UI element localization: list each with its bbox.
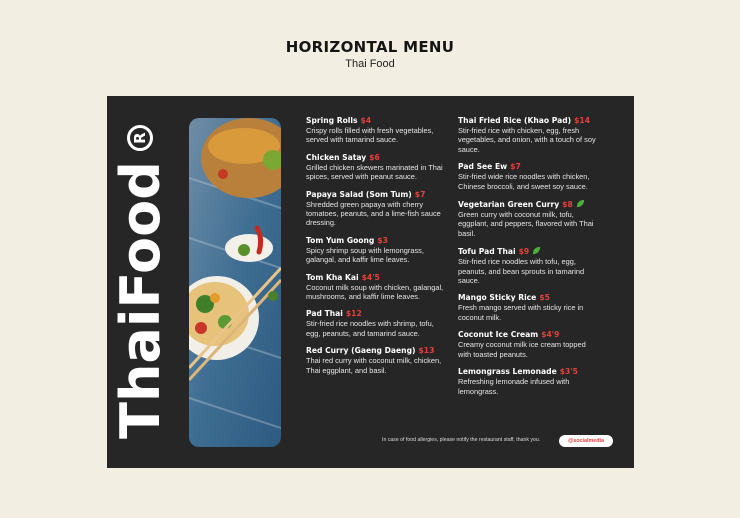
allergy-note: In case of food allergies, please notify the restaurant staff, thank you. xyxy=(382,437,541,443)
food-photo-illustration xyxy=(189,118,281,447)
menu-item xyxy=(458,199,598,238)
dish-price: $3 xyxy=(377,235,388,245)
dish-name: Thai Fried Rice (Khao Pad) xyxy=(458,116,572,125)
dish-description: Grilled chicken skewers marinated in Thai spices, served with peanut sauce. xyxy=(306,162,443,182)
dish-price: $3'5 xyxy=(559,367,578,377)
dish-description: Refreshing lemonade infused with lemongrass. xyxy=(458,377,570,396)
dish-name: Pad Thai xyxy=(306,309,343,319)
dish-description: Coconut milk soup with chicken, galangal, mushrooms, and kaffir lime leaves. xyxy=(306,282,444,302)
dish-price: $7 xyxy=(510,162,521,172)
dish-description: Thai red curry with coconut milk, chicken, Thai eggplant, and basil. xyxy=(306,356,442,375)
dish-name: Red Curry (Gaeng Daeng) xyxy=(306,346,416,356)
dish-description: Stir-fried rice noodles with shrimp, tofu, egg, peanuts, and tamarind sauce. xyxy=(306,319,434,338)
dish-price: $14 xyxy=(574,116,590,125)
dish-price: $7 xyxy=(414,189,426,199)
menu-item xyxy=(458,162,598,191)
dish-price: $6 xyxy=(369,152,380,162)
menu-item xyxy=(458,367,598,396)
dish-price: $8 xyxy=(562,200,573,210)
dish-price: $5 xyxy=(539,293,550,303)
dish-price: $4'5 xyxy=(361,272,380,282)
dish-name: Pad See Ew xyxy=(458,162,508,172)
brand-vertical xyxy=(107,112,177,452)
dish-name: Mango Sticky Rice xyxy=(458,293,537,303)
dish-description: Stir-fried rice noodles with tofu, egg, peanuts, and bean sprouts in tamarind sauce. xyxy=(458,257,585,286)
dish-description: Stir-fried rice with chicken, egg, fresh vegetables, and onion, with a touch of soy sauce. xyxy=(458,126,596,154)
page-subtitle: Thai Food xyxy=(345,58,395,70)
registered-mark-icon: R xyxy=(127,125,153,151)
dish-description: Creamy coconut milk ice cream topped with toasted peanuts. xyxy=(458,340,586,359)
menu-column-right xyxy=(458,116,598,404)
dish-name: Tofu Pad Thai xyxy=(458,247,516,257)
dish-price: $12 xyxy=(345,309,362,319)
dish-name: Papaya Salad (Som Tum) xyxy=(306,189,412,199)
menu-item xyxy=(458,246,598,285)
dish-description: Stir-fried wide rice noodles with chicken, Chinese broccoli, and sweet soy sauce. xyxy=(458,172,590,191)
dish-price: $4 xyxy=(360,116,372,125)
dish-price: $4'9 xyxy=(541,330,560,340)
menu-item xyxy=(306,346,446,375)
dish-name: Tom Kha Kai xyxy=(306,272,359,282)
dish-name: Lemongrass Lemonade xyxy=(458,367,557,377)
food-photo xyxy=(189,118,281,447)
menu-column-left xyxy=(306,116,446,383)
menu-item xyxy=(458,116,598,154)
menu-item xyxy=(306,190,446,228)
menu-item xyxy=(306,116,446,145)
dish-description: Green curry with coconut milk, tofu, eggplant, and peppers, flavored with Thai basil. xyxy=(458,210,594,238)
chili-dot xyxy=(218,169,228,179)
dish-price: $9 xyxy=(518,247,530,257)
brand-name: ThaiFood xyxy=(108,161,172,439)
dish-name: Spring Rolls xyxy=(306,116,358,125)
vegan-leaf-icon xyxy=(576,199,585,208)
menu-item xyxy=(306,309,446,338)
dish-name: Vegetarian Green Curry xyxy=(458,200,560,210)
dish-description: Shredded green papaya with cherry tomatoes, peanuts, and a lime-fish sauce dressing. xyxy=(306,199,441,228)
dish-name: Chicken Satay xyxy=(306,152,367,162)
dish-name: Coconut Ice Cream xyxy=(458,330,539,340)
dish-description: Spicy shrimp soup with lemongrass, galangal, and kaffir lime leaves. xyxy=(306,245,424,265)
menu-item xyxy=(458,330,598,359)
menu-item xyxy=(306,153,446,182)
menu-item xyxy=(306,273,446,302)
menu-item xyxy=(458,293,598,322)
menu-board xyxy=(107,96,634,468)
menu-item xyxy=(306,236,446,265)
dish-name: Tom Yum Goong xyxy=(306,235,375,245)
vegan-leaf-icon xyxy=(532,246,541,255)
dish-price: $13 xyxy=(418,346,435,356)
social-media-badge[interactable]: @socialmedia xyxy=(559,435,613,447)
dish-description: Crispy rolls filled with fresh vegetables, served with tamarind sauce. xyxy=(306,126,434,145)
page-title: HORIZONTAL MENU xyxy=(285,38,455,56)
dish-description: Fresh mango served with sticky rice in coconut milk. xyxy=(458,303,584,322)
